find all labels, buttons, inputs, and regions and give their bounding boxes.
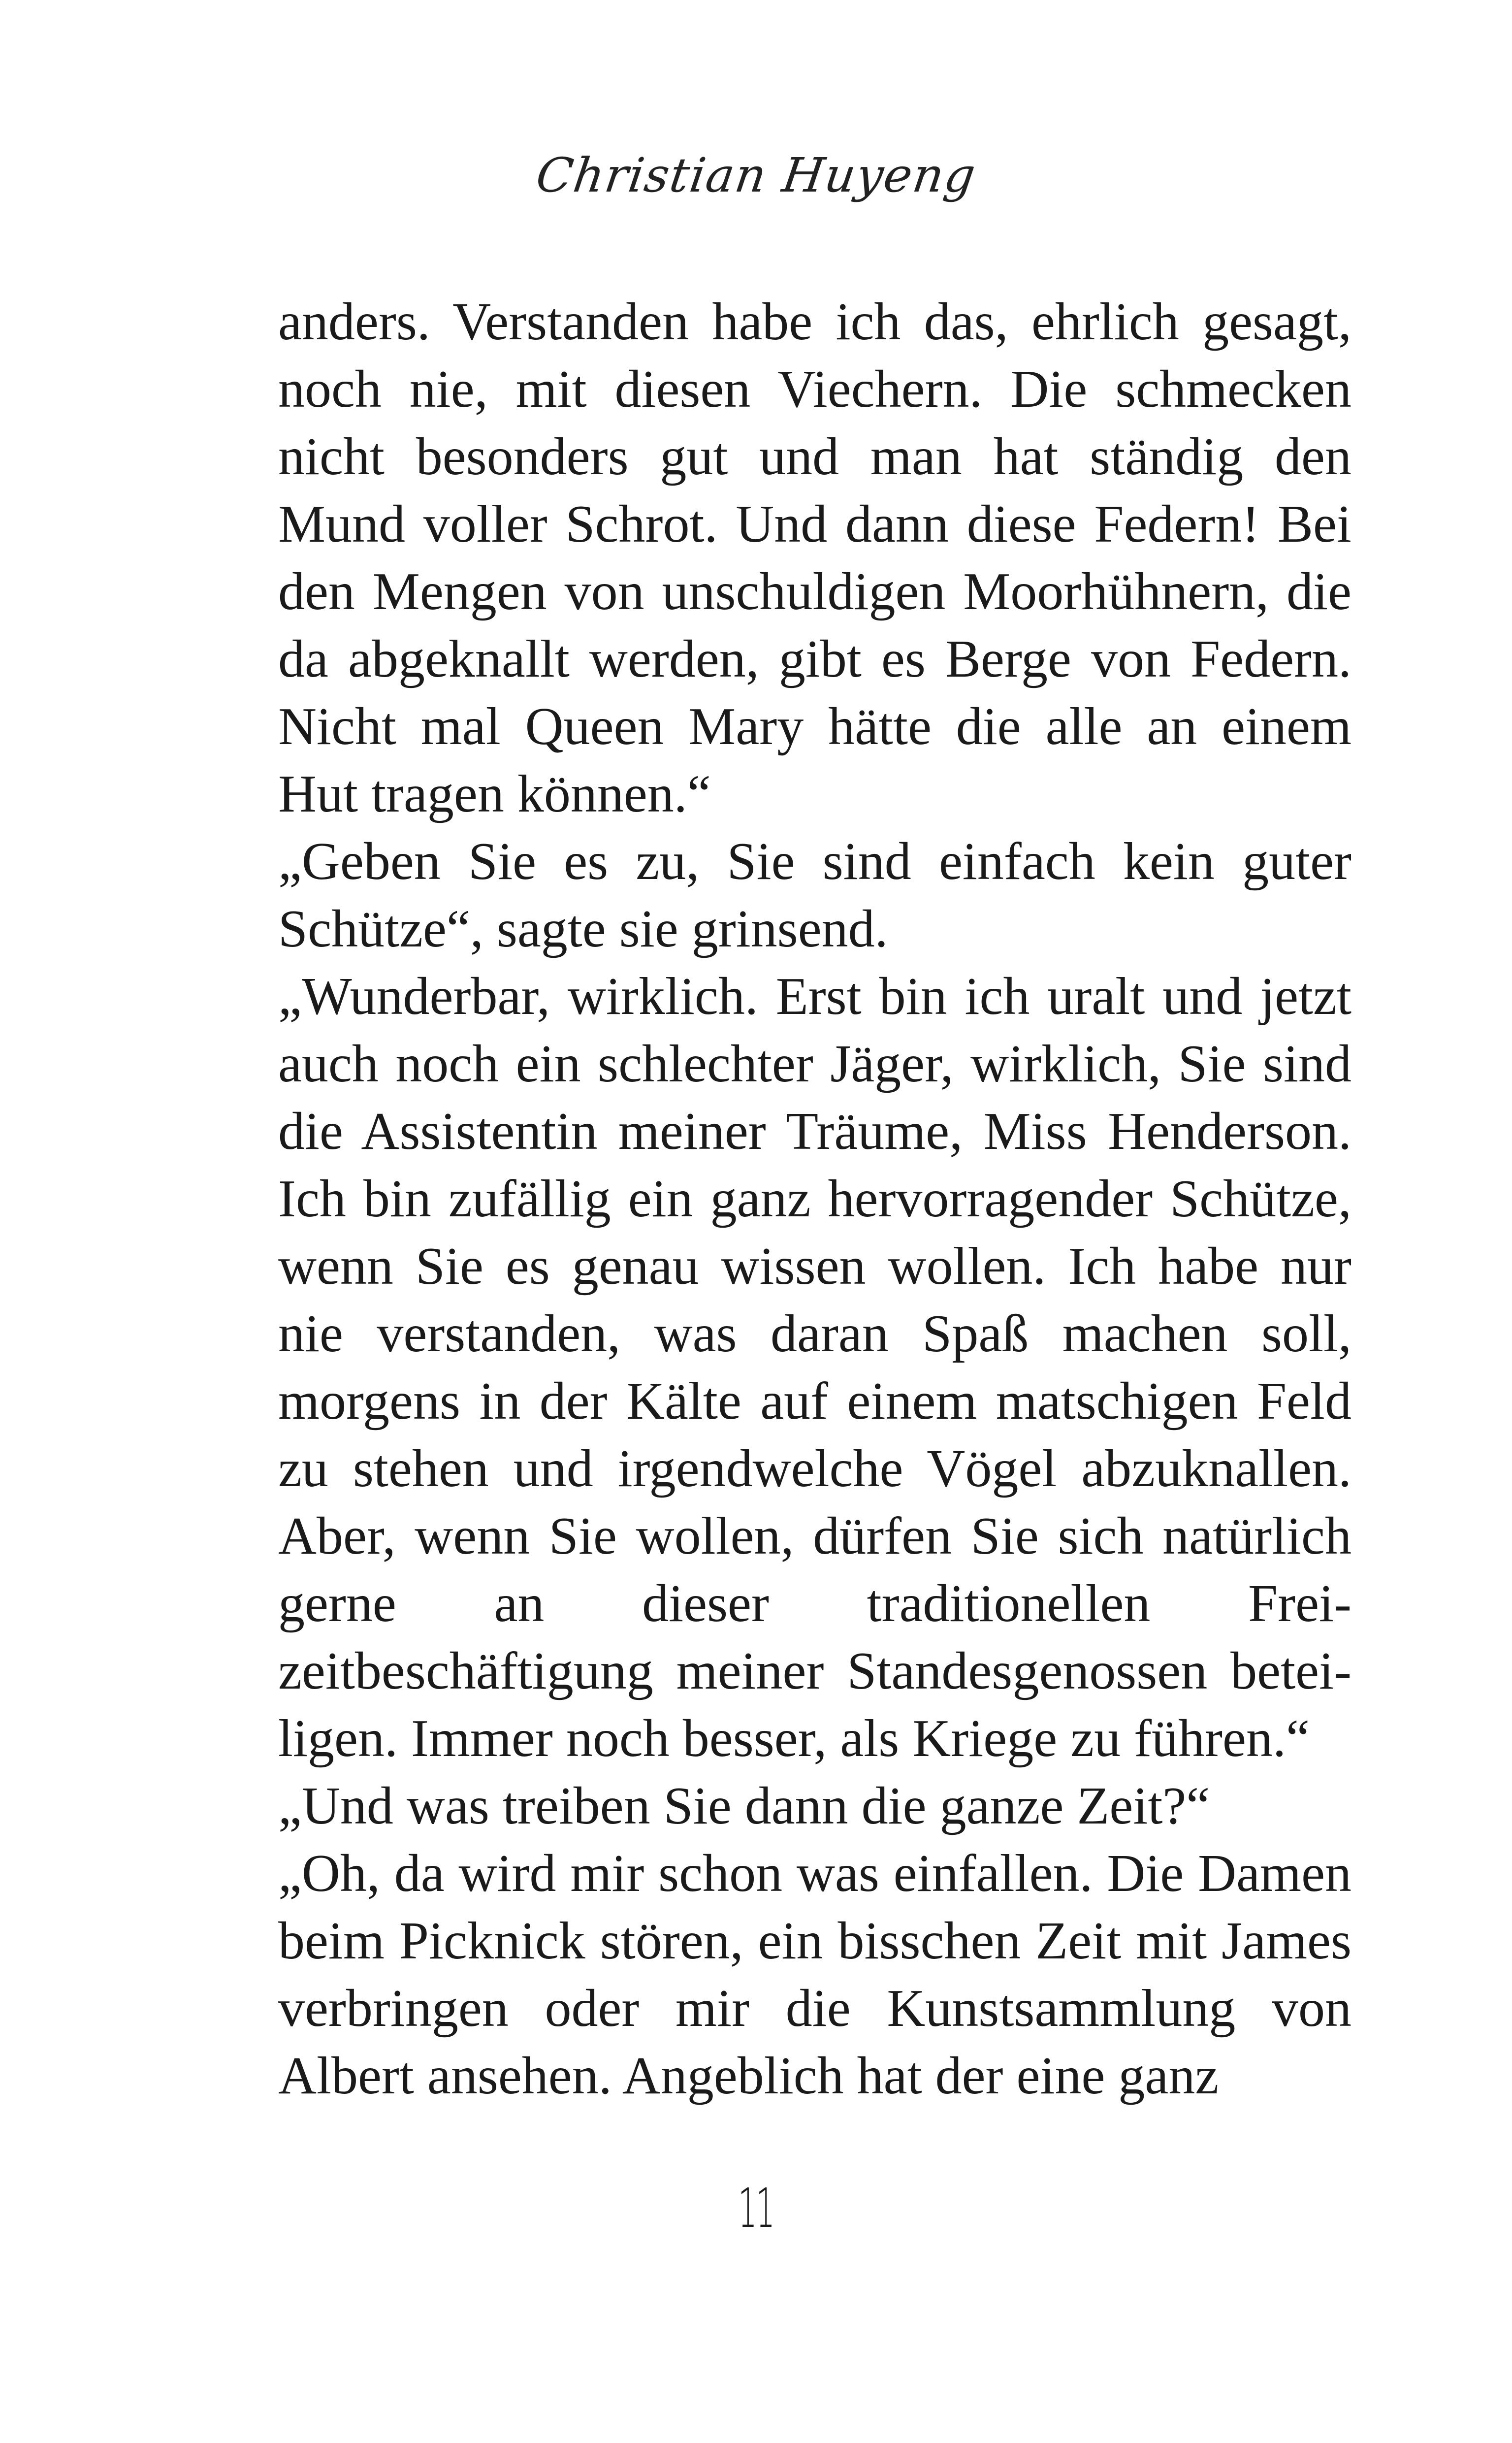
paragraph: „Wunderbar, wirklich. Erst bin ich uralt und jetzt auch noch ein schlechter Jäger, wirklich, Sie sind die Assistentin meiner Träume, Miss Henderson. Ich bin zufällig ein ganz hervorragender Schütze, wenn Sie es genau wissen wollen. Ich habe nur nie verstanden, was daran Spaß machen soll, morgens in der Kälte auf einem matschigen Feld zu stehen und irgendwelche Vögel abzuknallen. Aber, wenn Sie wollen, dürfen Sie sich natürlich gerne an dieser traditionellen Freizeitbeschäftigung meiner Standesgenossen beteiligen. Immer noch besser, als Kriege zu führen.“: [278, 967, 1351, 1768]
paragraph: „Und was treiben Sie dann die ganze Zeit?“: [278, 1777, 1210, 1835]
paragraph: „Oh, da wird mir schon was einfallen. Die Damen beim Picknick stören, ein bisschen Zeit mit James verbringen oder mir die Kunstsammlung von Albert ansehen. Angeblich hat der eine ganz: [278, 1844, 1351, 2105]
paragraph: „Geben Sie es zu, Sie sind einfach kein guter Schütze“, sagte sie grinsend.: [278, 832, 1351, 958]
author-name: Christian Huyeng: [532, 148, 980, 203]
paragraph: anders. Verstanden habe ich das, ehrlich gesagt, noch nie, mit diesen Viechern. Die schmecken nicht besonders gut und man hat ständig den Mund voller Schrot. Und dann diese Federn! Bei den Mengen von unschuldigen Moorhühnern, die da abgeknallt werden, gibt es Berge von Federn. Nicht mal Queen Mary hätte die alle an einem Hut tragen können.“: [278, 293, 1351, 823]
running-head-author: [0, 148, 1512, 203]
page-number: 11: [738, 2177, 774, 2240]
body-text: [278, 288, 1351, 2110]
